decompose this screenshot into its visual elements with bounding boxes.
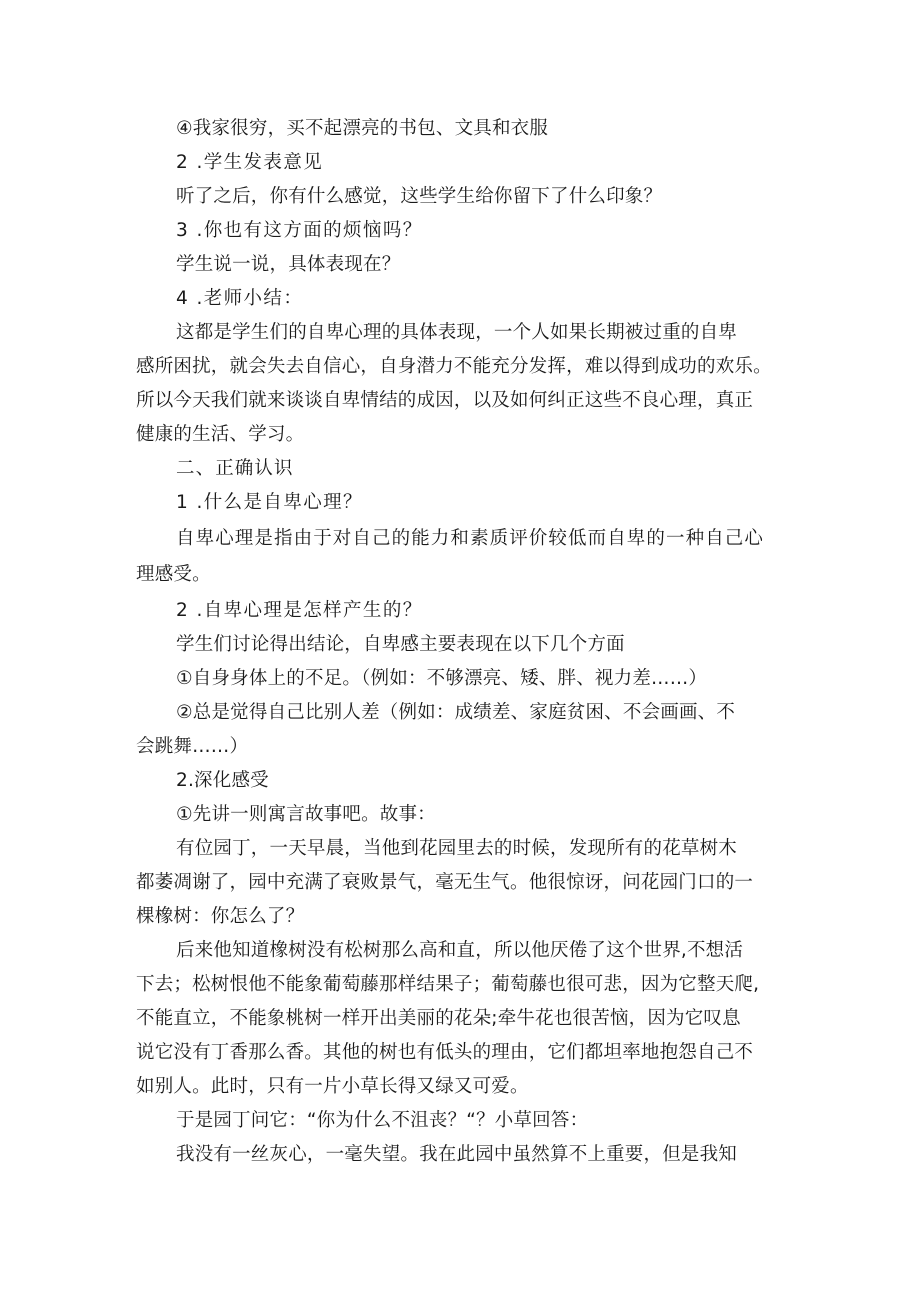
section-heading-2-student-opinions: 2 .学生发表意见 xyxy=(176,152,324,173)
paragraph-summary-line-2: 感所困扰，就会失去自信心，自身潜力不能充分发挥，难以得到成功的欢乐。 xyxy=(136,356,772,377)
story-paragraph-2-line-5: 如别人。此时，只有一片小草长得又绿又可爱。 xyxy=(136,1076,529,1097)
story-paragraph-2-line-2: 下去；松树恨他不能象葡萄藤那样结果子；葡萄藤也很可悲，因为它整天爬, xyxy=(136,974,760,995)
section-heading-3-do-you-worry: 3 .你也有这方面的烦恼吗？ xyxy=(176,220,423,241)
paragraph-question-impression: 听了之后，你有什么感觉，这些学生给你留下了什么印象？ xyxy=(176,186,663,207)
section-title-correct-understanding: 二、正确认识 xyxy=(176,458,294,479)
list-item-4-poor-family: ④我家很穷，买不起漂亮的书包、文具和衣服 xyxy=(176,118,549,139)
story-paragraph-2-line-3: 不能直立，不能象桃树一样开出美丽的花朵;牵牛花也很苦恼，因为它叹息 xyxy=(136,1008,741,1029)
story-paragraph-1-line-3: 棵橡树：你怎么了？ xyxy=(136,906,305,927)
paragraph-students-speak: 学生说一说，具体表现在？ xyxy=(176,254,401,275)
section-heading-2-how-it-arises: 2 .自卑心理是怎样产生的？ xyxy=(176,600,423,621)
paragraph-discussion-conclusion: 学生们讨论得出结论，自卑感主要表现在以下几个方面 xyxy=(176,634,625,655)
list-item-2-continued: 会跳舞……） xyxy=(136,736,249,757)
section-heading-4-teacher-summary: 4 .老师小结： xyxy=(176,288,304,309)
section-heading-1-what-is-inferiority: 1 .什么是自卑心理？ xyxy=(176,492,363,513)
list-item-1-physical: ①自身身体上的不足。（例如：不够漂亮、矮、胖、视力差……） xyxy=(176,668,708,689)
story-grass-answer-line-1: 我没有一丝灰心，一毫失望。我在此园中虽然算不上重要，但是我知 xyxy=(176,1144,738,1165)
paragraph-definition-line-2: 理感受。 xyxy=(136,564,211,585)
paragraph-summary-line-4: 健康的生活、学习。 xyxy=(136,424,305,445)
list-item-1-fable-intro: ①先讲一则寓言故事吧。故事： xyxy=(176,804,436,825)
story-paragraph-1-line-2: 都萎凋谢了，园中充满了衰败景气，毫无生气。他很惊讶，问花园门口的一 xyxy=(136,872,754,893)
paragraph-summary-line-1: 这都是学生们的自卑心理的具体表现，一个人如果长期被过重的自卑 xyxy=(176,322,738,343)
story-paragraph-1-line-1: 有位园丁，一天早晨，当他到花园里去的时候，发现所有的花草树木 xyxy=(176,838,738,859)
paragraph-definition-line-1: 自卑心理是指由于对自己的能力和素质评价较低而自卑的一种自己心 xyxy=(176,528,765,549)
section-heading-deepen-feeling: 2.深化感受 xyxy=(176,770,269,791)
story-dialogue-question: 于是园丁问它：“你为什么不沮丧？“？小草回答： xyxy=(176,1110,589,1131)
list-item-2-worse-than-others: ②总是觉得自己比别人差（例如：成绩差、家庭贫困、不会画画、不 xyxy=(176,702,736,723)
story-paragraph-2-line-4: 说它没有丁香那么香。其他的树也有低头的理由，它们都坦率地抱怨自己不 xyxy=(136,1042,754,1063)
paragraph-summary-line-3: 所以今天我们就来谈谈自卑情结的成因，以及如何纠正这些不良心理，真正 xyxy=(136,390,754,411)
story-paragraph-2-line-1: 后来他知道橡树没有松树那么高和直，所以他厌倦了这个世界,不想活 xyxy=(176,940,744,961)
